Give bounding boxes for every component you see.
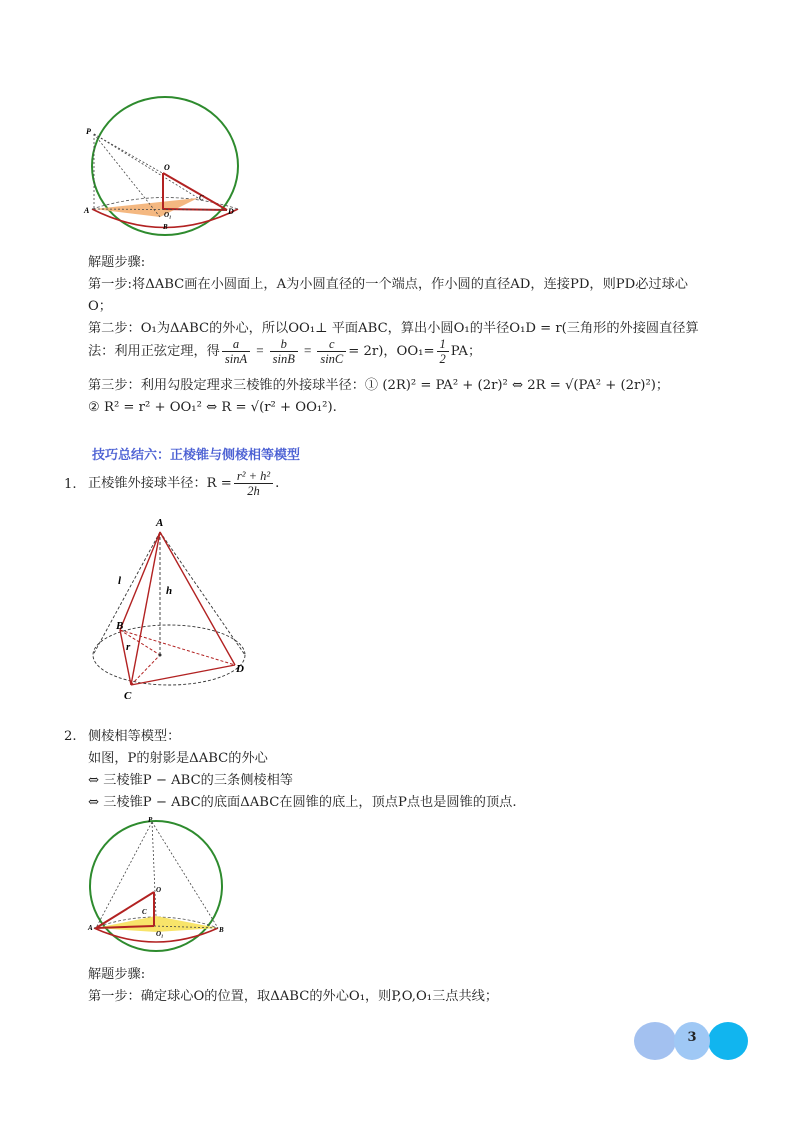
step2-eq2r: = 2r)，OO₁= — [348, 344, 435, 359]
fig3-label-A: A — [88, 924, 93, 932]
label-O: O — [164, 163, 170, 172]
fig3-label-O: O — [156, 886, 162, 894]
item1-text: 正棱锥外接球半径：R = — [88, 476, 232, 491]
step2-line2: 法：利用正弦定理，得 $\frac{a}{\sin A}$ = $\frac{b}{\sin B}$ = $\frac{c}{\sin C}$ = 2r)，OO₁= $\frac{1}{2}$ PA； — [88, 337, 482, 366]
page-circle-right — [708, 1022, 748, 1060]
step1-line2: O； — [88, 299, 112, 314]
fig3-label-O1: O₁ — [156, 930, 164, 938]
frac-R: $\frac{\text{r² + h²}}{2h}$ — [234, 469, 273, 498]
figure-sphere-2 — [82, 816, 232, 956]
page-number: 3 — [687, 1030, 697, 1045]
frac-b-sinB: $\frac{b}{\sin B}$ — [270, 337, 298, 366]
item2-line1: 如图，P的射影是ΔABC的外心 — [88, 751, 268, 766]
item2-line3: ⇔ 三棱锥P − ABC的底面ΔABC在圆锥的底上，顶点P点也是圆锥的顶点. — [88, 795, 517, 810]
fig3-label-P: P — [148, 816, 153, 824]
pyr-label-C: C — [124, 690, 132, 702]
label-P: P — [86, 127, 91, 136]
label-C: C — [199, 194, 204, 202]
pyr-label-h: h — [166, 585, 173, 597]
item1-formula — [88, 466, 279, 502]
steps-title-1: 解题步骤: — [88, 255, 146, 270]
frac-a-sinA: $\frac{a}{\sin A}$ — [222, 337, 250, 366]
step3-line1: 第三步：利用勾股定理求三棱锥的外接球半径：① (2R)² = PA² + (2r)² ⇔ 2R = √(PA² + (2r)²)； — [88, 378, 670, 393]
section-heading: 技巧总结六：正棱锥与侧棱相等模型 — [92, 448, 301, 463]
step2-line1: 第二步：O₁为ΔABC的外心，所以OO₁⊥ 平面ABC，算出小圆O₁的半径O₁D = r(三角形的外接圆直径算 — [88, 321, 699, 336]
figure-pyramid — [86, 512, 256, 702]
step2-line2-post: PA； — [450, 344, 482, 359]
label-A: A — [84, 206, 90, 215]
frac-c-sinC: $\frac{c}{\sin C}$ — [317, 337, 346, 366]
figure-sphere-1 — [80, 96, 250, 238]
item1-number: 1. — [64, 477, 77, 492]
page-circle-left — [634, 1022, 676, 1060]
item2-title: 侧棱相等模型： — [88, 729, 181, 744]
step3-line2: ② R² = r² + OO₁² ⇔ R = √(r² + OO₁²). — [88, 400, 337, 415]
pyr-label-l: l — [118, 575, 122, 587]
steps-title-2: 解题步骤: — [88, 967, 146, 982]
item1-end: . — [275, 476, 280, 491]
frac-half: $\frac{1}{2}$ — [437, 337, 449, 366]
label-B: B — [163, 223, 168, 231]
pyr-label-A: A — [156, 517, 164, 529]
label-O1: O₁ — [164, 211, 172, 219]
pyr-label-B: B — [116, 620, 124, 632]
step2-line2-pre: 法：利用正弦定理，得 — [88, 344, 220, 359]
item2-number: 2. — [64, 729, 77, 744]
fig3-label-C: C — [142, 908, 147, 916]
fig3-label-B: B — [219, 926, 224, 934]
item2-line2: ⇔ 三棱锥P − ABC的三条侧棱相等 — [88, 773, 293, 788]
pyr-label-D: D — [236, 663, 244, 675]
step1-line1: 第一步:将ΔABC画在小圆面上，A为小圆直径的一个端点，作小圆的直径AD，连接PD，则PD必过球心 — [88, 277, 688, 292]
pyr-label-r: r — [126, 641, 131, 653]
label-D: D — [228, 207, 234, 216]
section3-step1: 第一步：确定球心O的位置，取ΔABC的外心O₁，则P,O,O₁三点共线； — [88, 989, 499, 1004]
